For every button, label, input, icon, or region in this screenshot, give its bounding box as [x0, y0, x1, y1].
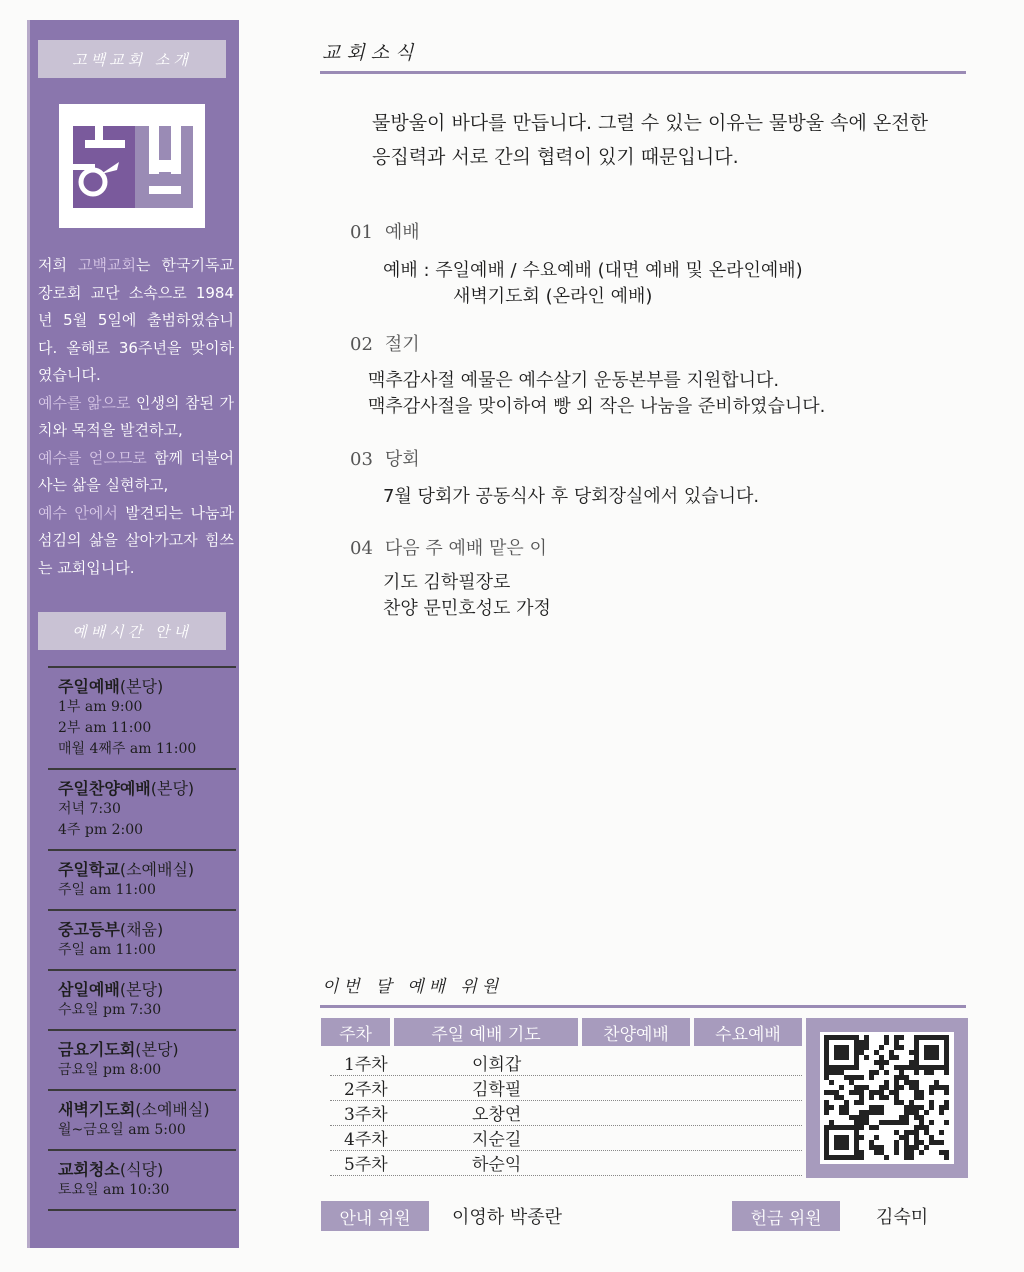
- schedule-time: 2부 am 11:00: [58, 720, 152, 736]
- prayer-name-cell: 김학필: [472, 1080, 522, 1100]
- schedule-item: [48, 969, 236, 1029]
- news-item-heading: [350, 218, 420, 244]
- schedule-time: 매월 4째주 am 11:00: [58, 741, 197, 757]
- news-item-line: 맥추감사절 예물은 예수살기 운동본부를 지원합니다.: [368, 370, 780, 391]
- week-cell: 5주차: [344, 1155, 388, 1175]
- schedule-title: 삼일예배: [58, 980, 120, 999]
- schedule-place: (본당): [119, 980, 164, 999]
- news-item-body: [383, 258, 803, 310]
- schedule-title: 중고등부: [58, 920, 120, 939]
- qr-code-frame: [806, 1018, 968, 1178]
- schedule-time: 주일 am 11:00: [58, 942, 156, 958]
- news-item-line: 예배 : 주일예배 / 수요예배 (대면 예배 및 온라인예배): [383, 260, 803, 281]
- schedule-time: 저녁 7:30: [58, 801, 121, 817]
- column-header-praise-worship: 찬양예배: [582, 1018, 690, 1046]
- news-item-line: 7월 당회가 공동식사 후 당회장실에서 있습니다.: [383, 486, 760, 507]
- schedule-place: (소예배실): [135, 1100, 210, 1119]
- prayer-name-cell: 하순익: [472, 1155, 522, 1175]
- news-item-title: 절기: [384, 334, 420, 355]
- table-row: [330, 1051, 802, 1076]
- schedule-title: 주일찬양예배: [58, 779, 151, 798]
- schedule-title: 금요기도회: [58, 1040, 136, 1059]
- qr-code[interactable]: [820, 1032, 954, 1164]
- offering-label: 헌금 위원: [732, 1201, 840, 1231]
- intro-text: 는 한국기독교 장로회 교단 소속으로 1984년 5월 5일에 출범하였습니다. 올해로 36주년을 맞이하였습니다.: [38, 256, 234, 384]
- news-item-title: 당회: [384, 449, 420, 470]
- week-cell: 1주차: [344, 1055, 388, 1075]
- schedule-time: 토요일 am 10:30: [58, 1182, 170, 1198]
- column-header-week: 주차: [321, 1018, 390, 1046]
- news-item-line: 기도 김학필장로: [383, 572, 511, 593]
- committee-heading: 이번 달 예배 위원: [322, 977, 504, 997]
- news-item-title: 다음 주 예배 맡은 이: [384, 538, 547, 559]
- schedule-time: 금요일 pm 8:00: [58, 1062, 162, 1078]
- news-lead: 물방울이 바다를 만듭니다. 그럴 수 있는 이유는 물방울 속에 온전한 응집력과 서로 간의 협력이 있기 때문입니다.: [372, 112, 928, 168]
- table-row: [330, 1151, 802, 1176]
- schedule-place: (본당): [119, 677, 164, 696]
- schedule-item: [48, 768, 236, 849]
- week-cell: 3주차: [344, 1105, 388, 1125]
- church-logo: [59, 104, 205, 228]
- sidebar: [27, 20, 239, 1248]
- table-row: [330, 1101, 802, 1126]
- news-item-title: 예배: [384, 222, 420, 243]
- news-item-body: [383, 484, 759, 510]
- schedule-time: 수요일 pm 7:30: [58, 1002, 162, 1018]
- church-name-highlight: 고백교회: [78, 256, 136, 274]
- schedule-place: (본당): [135, 1040, 179, 1059]
- schedule-title: 주일예배: [58, 677, 120, 696]
- schedule-item: [48, 1089, 236, 1149]
- column-header-wednesday-worship: 수요예배: [694, 1018, 802, 1046]
- week-cell: 2주차: [344, 1080, 388, 1100]
- schedule-item: [48, 666, 236, 768]
- intro-text: 인생의 참된 가치와 목적을 발견하고,: [38, 393, 234, 439]
- church-introduction: [38, 252, 234, 582]
- schedule-time: 4주 pm 2:00: [58, 822, 144, 838]
- committee-divider: [320, 1005, 966, 1008]
- prayer-name-cell: 오창연: [472, 1105, 522, 1125]
- schedule-time: 주일 am 11:00: [58, 882, 156, 898]
- intro-highlight: 예수를 얻으므로: [38, 448, 147, 467]
- news-item-number: 04: [350, 538, 373, 559]
- schedule-title: 교회청소: [58, 1160, 120, 1179]
- schedule-place: (소예배실): [119, 860, 195, 879]
- prayer-name-cell: 이희갑: [472, 1055, 522, 1075]
- table-row: [330, 1126, 802, 1151]
- committee-table: [330, 1051, 802, 1176]
- table-row: [330, 1076, 802, 1101]
- news-item-heading: [350, 445, 420, 471]
- news-item-line: 맥추감사절을 맞이하여 빵 외 작은 나눔을 준비하였습니다.: [368, 396, 826, 417]
- schedule-place: (식당): [119, 1160, 164, 1179]
- intro-highlight: 예수 안에서: [38, 503, 118, 522]
- intro-text: 함께 더불어 사는 삶을 실현하고,: [38, 448, 234, 494]
- news-item-number: 02: [350, 334, 373, 355]
- schedule-item: [48, 1149, 236, 1211]
- schedule-item: [48, 1029, 236, 1089]
- news-item-heading: [350, 534, 547, 560]
- schedule-time: 월~금요일 am 5:00: [58, 1122, 186, 1138]
- column-header-sunday-prayer: 주일 예배 기도: [394, 1018, 578, 1046]
- news-divider: [320, 71, 966, 74]
- news-item-number: 01: [350, 222, 373, 243]
- schedule-place: (채움): [119, 920, 164, 939]
- usher-label: 안내 위원: [321, 1201, 429, 1231]
- intro-text: 발견되는 나눔과 섬김의 삶을 살아가고자 힘쓰는 교회입니다.: [38, 503, 235, 577]
- schedule-heading: 예배시간 안내: [38, 612, 226, 650]
- schedule-time: 1부 am 9:00: [58, 699, 143, 715]
- news-item-body: [383, 570, 551, 622]
- schedule-title: 주일학교: [58, 860, 120, 879]
- church-logo-icon: [59, 104, 205, 228]
- schedule-place: (본당): [150, 779, 195, 798]
- news-item-number: 03: [350, 449, 373, 470]
- schedule-item: [48, 909, 236, 969]
- intro-highlight: 예수를 앎으로: [38, 393, 131, 412]
- news-item-line: 찬양 문민호성도 가정: [383, 598, 551, 619]
- offering-names: 김숙미: [876, 1207, 929, 1228]
- prayer-name-cell: 지순길: [472, 1130, 522, 1150]
- news-heading: 교회소식: [322, 42, 420, 64]
- intro-text: 저희: [38, 256, 79, 274]
- news-item-line: 새벽기도회 (온라인 예배): [453, 286, 653, 307]
- schedule-item: [48, 849, 236, 909]
- intro-heading: 고백교회 소개: [38, 40, 226, 78]
- week-cell: 4주차: [344, 1130, 388, 1150]
- schedule-title: 새벽기도회: [58, 1100, 136, 1119]
- worship-schedule: [48, 666, 236, 1211]
- usher-names: 이영하 박종란: [452, 1207, 563, 1228]
- qr-code-icon: [820, 1032, 954, 1164]
- news-item-heading: [350, 330, 420, 356]
- news-item-body: [368, 368, 825, 420]
